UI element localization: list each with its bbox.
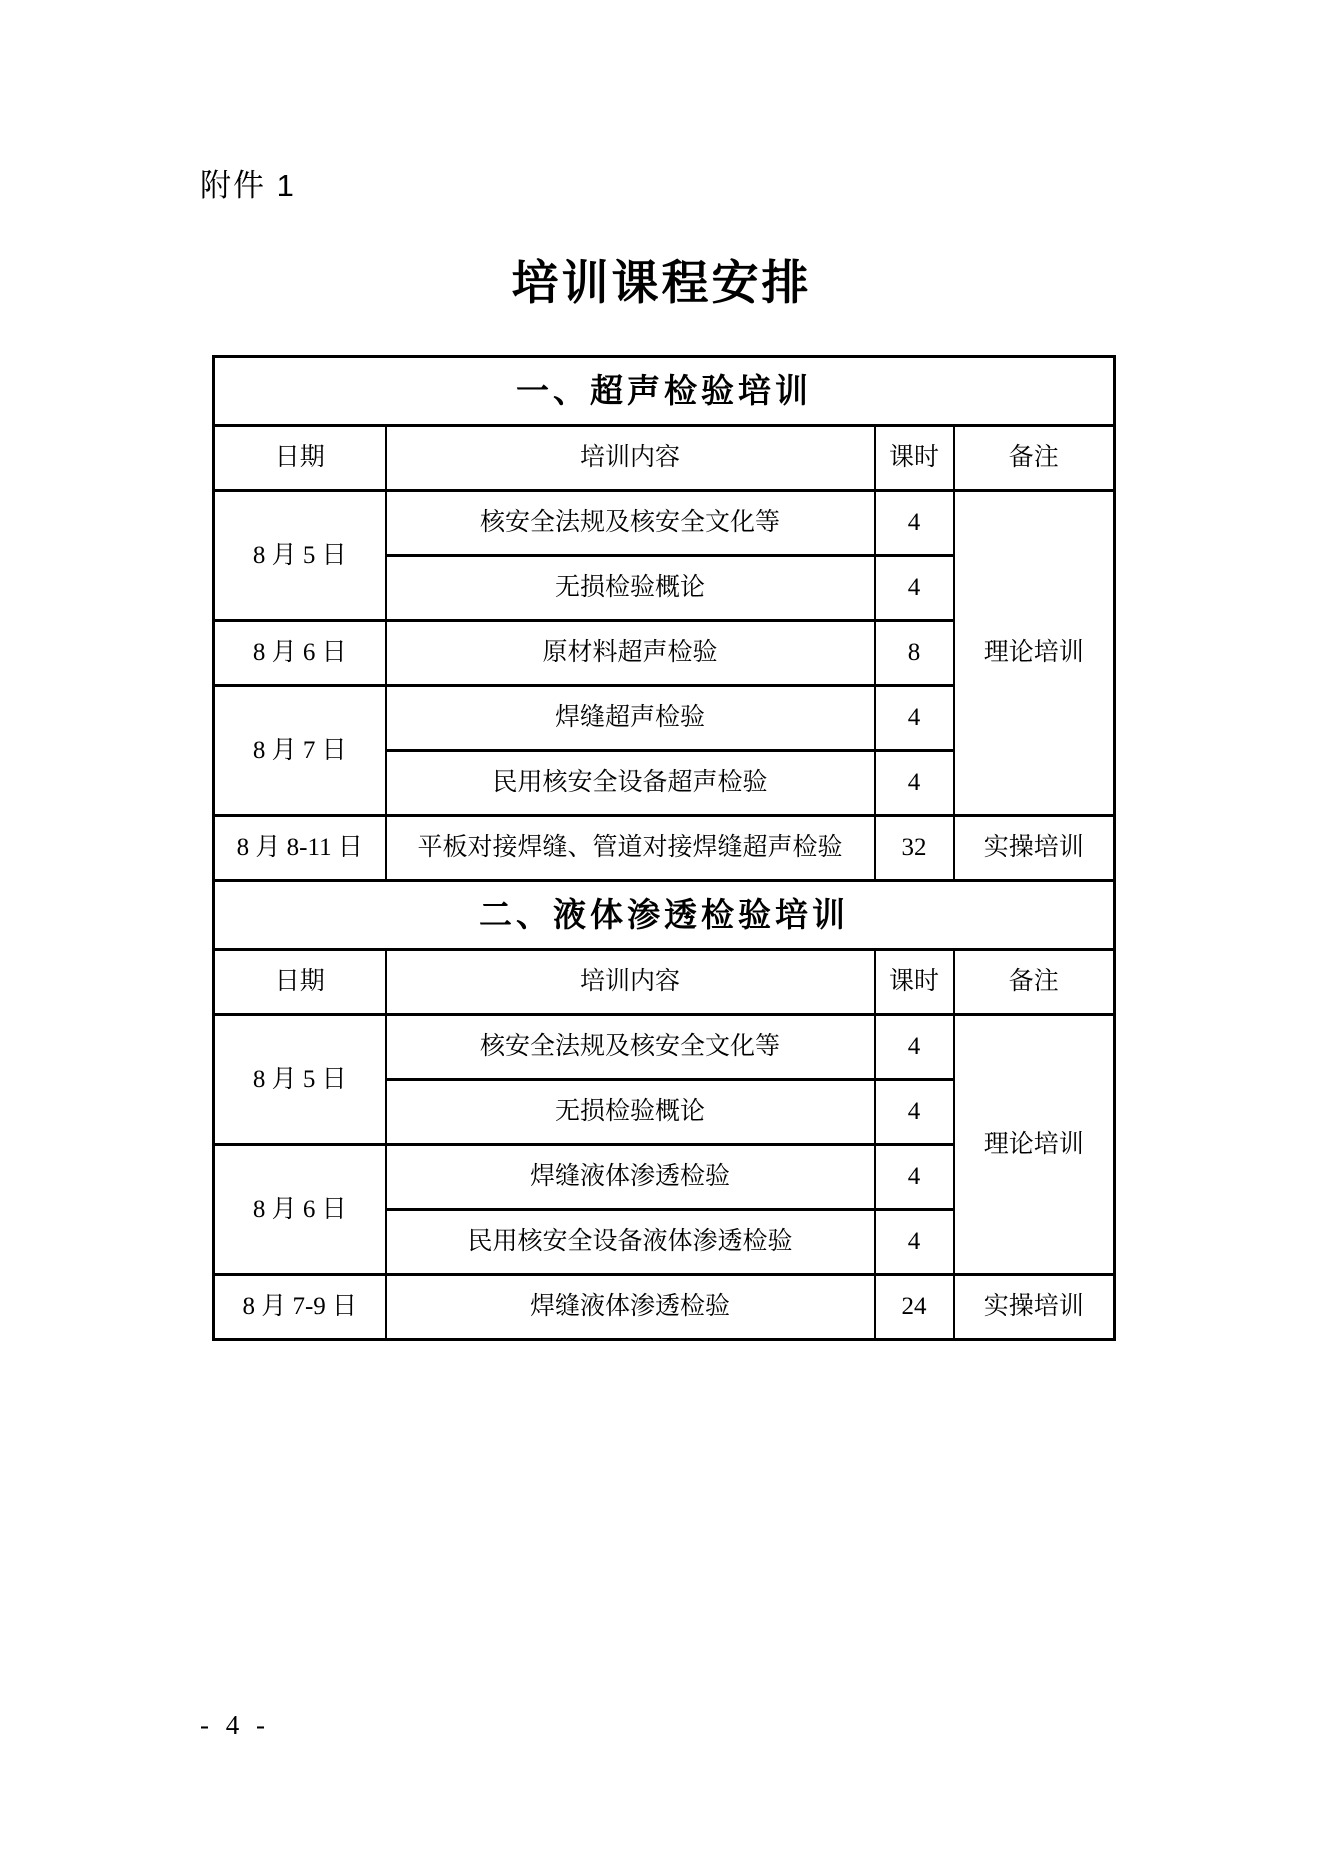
hours-cell: 4: [875, 1145, 954, 1210]
column-header-content: 培训内容: [386, 426, 875, 491]
hours-cell: 4: [875, 1210, 954, 1275]
content-cell: 平板对接焊缝、管道对接焊缝超声检验: [386, 816, 875, 881]
column-header-row: [214, 426, 1115, 491]
column-header-date: 日期: [214, 950, 386, 1015]
column-header-remark: 备注: [954, 950, 1115, 1015]
page-title: 培训课程安排: [511, 258, 812, 310]
hours-cell: 4: [875, 751, 954, 816]
table-row: [214, 1015, 1115, 1080]
date-cell: 8 月 6 日: [214, 621, 386, 686]
hours-cell: 4: [875, 1015, 954, 1080]
content-cell: 无损检验概论: [386, 1080, 875, 1145]
column-header-hours: 课时: [875, 950, 954, 1015]
date-cell: 8 月 6 日: [214, 1145, 386, 1275]
content-cell: 焊缝液体渗透检验: [386, 1145, 875, 1210]
hours-cell: 4: [875, 491, 954, 556]
attachment-label: 附件 1: [200, 168, 296, 203]
column-header-remark: 备注: [954, 426, 1115, 491]
content-cell: 无损检验概论: [386, 556, 875, 621]
section-title-row: [214, 881, 1115, 950]
content-cell: 核安全法规及核安全文化等: [386, 491, 875, 556]
date-cell: 8 月 7 日: [214, 686, 386, 816]
hours-cell: 4: [875, 1080, 954, 1145]
table-row: [214, 491, 1115, 556]
hours-cell: 8: [875, 621, 954, 686]
content-cell: 焊缝液体渗透检验: [386, 1275, 875, 1340]
remark-cell: 实操培训: [954, 1275, 1115, 1340]
training-schedule: [212, 355, 1116, 1341]
content-cell: 焊缝超声检验: [386, 686, 875, 751]
hours-cell: 32: [875, 816, 954, 881]
section-title-row: [214, 357, 1115, 426]
date-cell: 8 月 5 日: [214, 491, 386, 621]
column-header-row: [214, 950, 1115, 1015]
section-title: 一、超声检验培训: [214, 357, 1115, 426]
remark-cell: 理论培训: [954, 491, 1115, 816]
training-schedule-table: [212, 355, 1116, 1341]
hours-cell: 24: [875, 1275, 954, 1340]
date-cell: 8 月 8-11 日: [214, 816, 386, 881]
remark-cell: 理论培训: [954, 1015, 1115, 1275]
content-cell: 核安全法规及核安全文化等: [386, 1015, 875, 1080]
column-header-hours: 课时: [875, 426, 954, 491]
date-cell: 8 月 5 日: [214, 1015, 386, 1145]
column-header-date: 日期: [214, 426, 386, 491]
content-cell: 原材料超声检验: [386, 621, 875, 686]
content-cell: 民用核安全设备超声检验: [386, 751, 875, 816]
remark-cell: 实操培训: [954, 816, 1115, 881]
hours-cell: 4: [875, 556, 954, 621]
schedule-table-body: [214, 357, 1115, 1340]
table-row: [214, 816, 1115, 881]
column-header-content: 培训内容: [386, 950, 875, 1015]
section-title: 二、液体渗透检验培训: [214, 881, 1115, 950]
date-cell: 8 月 7-9 日: [214, 1275, 386, 1340]
page-number: - 4 -: [200, 1710, 270, 1740]
table-row: [214, 1275, 1115, 1340]
hours-cell: 4: [875, 686, 954, 751]
content-cell: 民用核安全设备液体渗透检验: [386, 1210, 875, 1275]
